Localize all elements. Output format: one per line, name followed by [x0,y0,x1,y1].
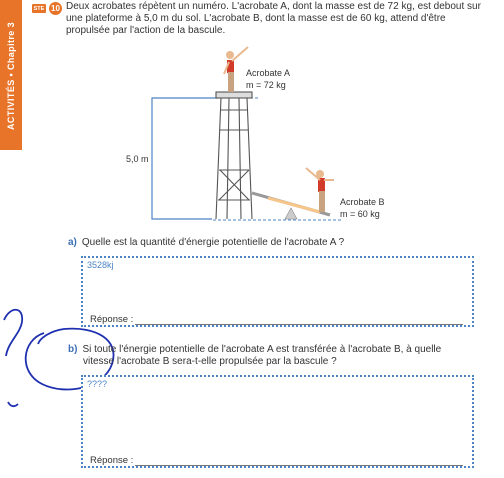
question-a [68,237,344,249]
acrobat-a-figure [224,47,248,92]
exercise-number: 10 [49,2,62,15]
reponse-label-b: Réponse : [90,455,134,466]
acrobat-b-name: Acrobate B [340,197,385,207]
acrobat-a-name: Acrobate A [246,68,291,78]
question-a-letter: a) [68,237,77,248]
question-a-text: Quelle est la quantité d'énergie potentielle de l'acrobate A ? [81,237,345,248]
answer-a-value[interactable]: 3528kj [87,260,114,270]
seesaw [252,193,330,219]
tower [216,92,252,219]
question-b [68,344,441,356]
ink-question-mark [4,310,22,356]
question-b-letter: b) [68,344,78,355]
ste-badge: STE [33,5,45,12]
exercise-intro: Deux acrobates répètent un numéro. L'acrobate A, dont la masse est de 72 kg, est debout sur une plateforme à 5,0 m du sol. L'acrobate B, dont la masse est de 60 kg, attend d'être propulsée par l'action de la bascule. [66,1,481,36]
acrobat-b-mass: m = 60 kg [340,209,380,219]
answer-b-value[interactable]: ???? [87,379,108,389]
reponse-line-a [135,324,463,325]
chapter-label: ACTIVITÉS • Chapitre 3 [6,22,16,130]
question-b-text-2: vitesse l'acrobate B sera-t-elle propulsée par la bascule ? [83,356,337,367]
acrobat-b-figure [306,168,334,212]
answer-box-a[interactable] [81,256,474,327]
answer-box-b[interactable] [81,375,474,468]
height-bracket [152,98,218,219]
reponse-line-b [135,465,463,466]
acrobat-a-mass: m = 72 kg [246,80,286,90]
ink-stroke-lower [8,402,18,406]
question-b-line2 [83,356,337,368]
question-b-text-1: Si toute l'énergie potentielle de l'acrobate A est transférée à l'acrobate B, à quelle [82,344,442,355]
reponse-label-a: Réponse : [90,314,134,325]
height-label: 5,0 m [126,154,149,164]
